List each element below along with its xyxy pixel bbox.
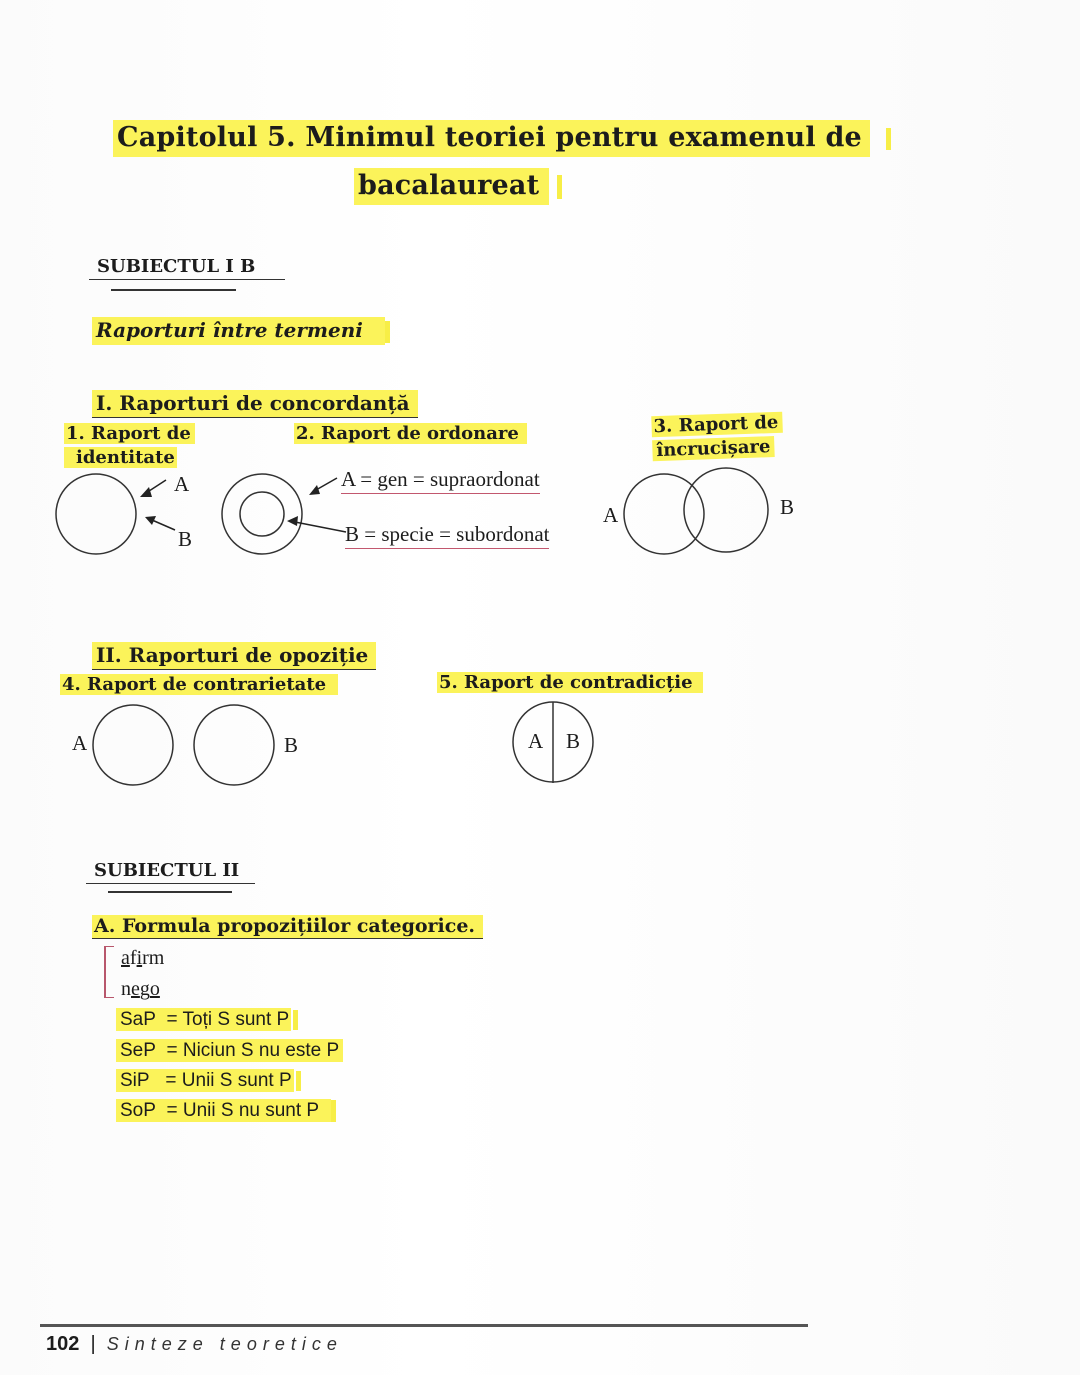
highlight-mark [331,1100,336,1122]
highlight-mark [557,175,562,199]
identitate-label-b: B [178,527,193,551]
double-underline [108,891,232,893]
subiect-2-heading: SUBIECTUL II [86,860,255,884]
formula-sap: SaP = Toți S sunt P [116,1009,298,1031]
ordonare-diagram [220,470,350,560]
incrucisare-title: 3. Raport de încrucișare [651,411,783,464]
formula-sep: SeP = Niciun S nu este P [116,1040,343,1062]
ordonare-definition-b: B = specie = subordonat [345,522,549,549]
contradictie-label-a: A [528,729,544,753]
chapter-title-line2: bacalaureat [354,170,562,201]
identitate-label-a: A [174,472,190,496]
incrucisare-label-b: B [780,495,795,519]
subiect-1b-heading: SUBIECTUL I B [89,256,285,280]
page-number: 102 [46,1333,80,1355]
opozitie-heading: II. Raporturi de opoziție [92,643,376,667]
contrarietate-label-b: B [284,733,299,757]
chapter-title-line1: Capitolul 5. Minimul teoriei pentru examenul de [113,122,891,153]
incrucisare-label-a: A [603,503,619,527]
mnemonic-afirm: afirm [121,947,165,969]
ordonare-definition-a: A = gen = supraordonat [341,467,540,494]
contrarietate-title: 4. Raport de contrarietate [60,674,338,695]
footer [46,1333,343,1356]
contrarietate-label-a: A [72,731,88,755]
mnemonic-nego: nego [121,978,160,1000]
formula-sip: SiP = Unii S sunt P [116,1070,301,1092]
concordanta-heading: I. Raporturi de concordanță [92,391,418,415]
footer-separator: | [90,1333,96,1355]
ordonare-title: 2. Raport de ordonare [294,423,527,444]
contradictie-diagram [510,700,600,790]
highlight-mark [385,321,390,343]
highlight-mark [886,128,891,150]
contrarietate-diagram [90,702,290,792]
formula-heading: A. Formula propozițiilor categorice. [92,915,483,937]
topic-heading: Raporturi între termeni [92,318,390,343]
incrucisare-diagram [620,466,780,561]
highlight-mark [293,1010,298,1030]
book-section-title: Sinteze teoretice [106,1334,343,1354]
double-underline [111,289,236,291]
highlight-mark [296,1071,301,1091]
identitate-title: 1. Raport de identitate [64,422,195,470]
mnemonic-bracket [104,946,114,998]
contradictie-title: 5. Raport de contradicție [437,672,703,693]
formula-sop: SoP = Unii S nu sunt P [116,1100,336,1122]
contradictie-label-b: B [566,729,581,753]
footer-rule [40,1324,808,1327]
